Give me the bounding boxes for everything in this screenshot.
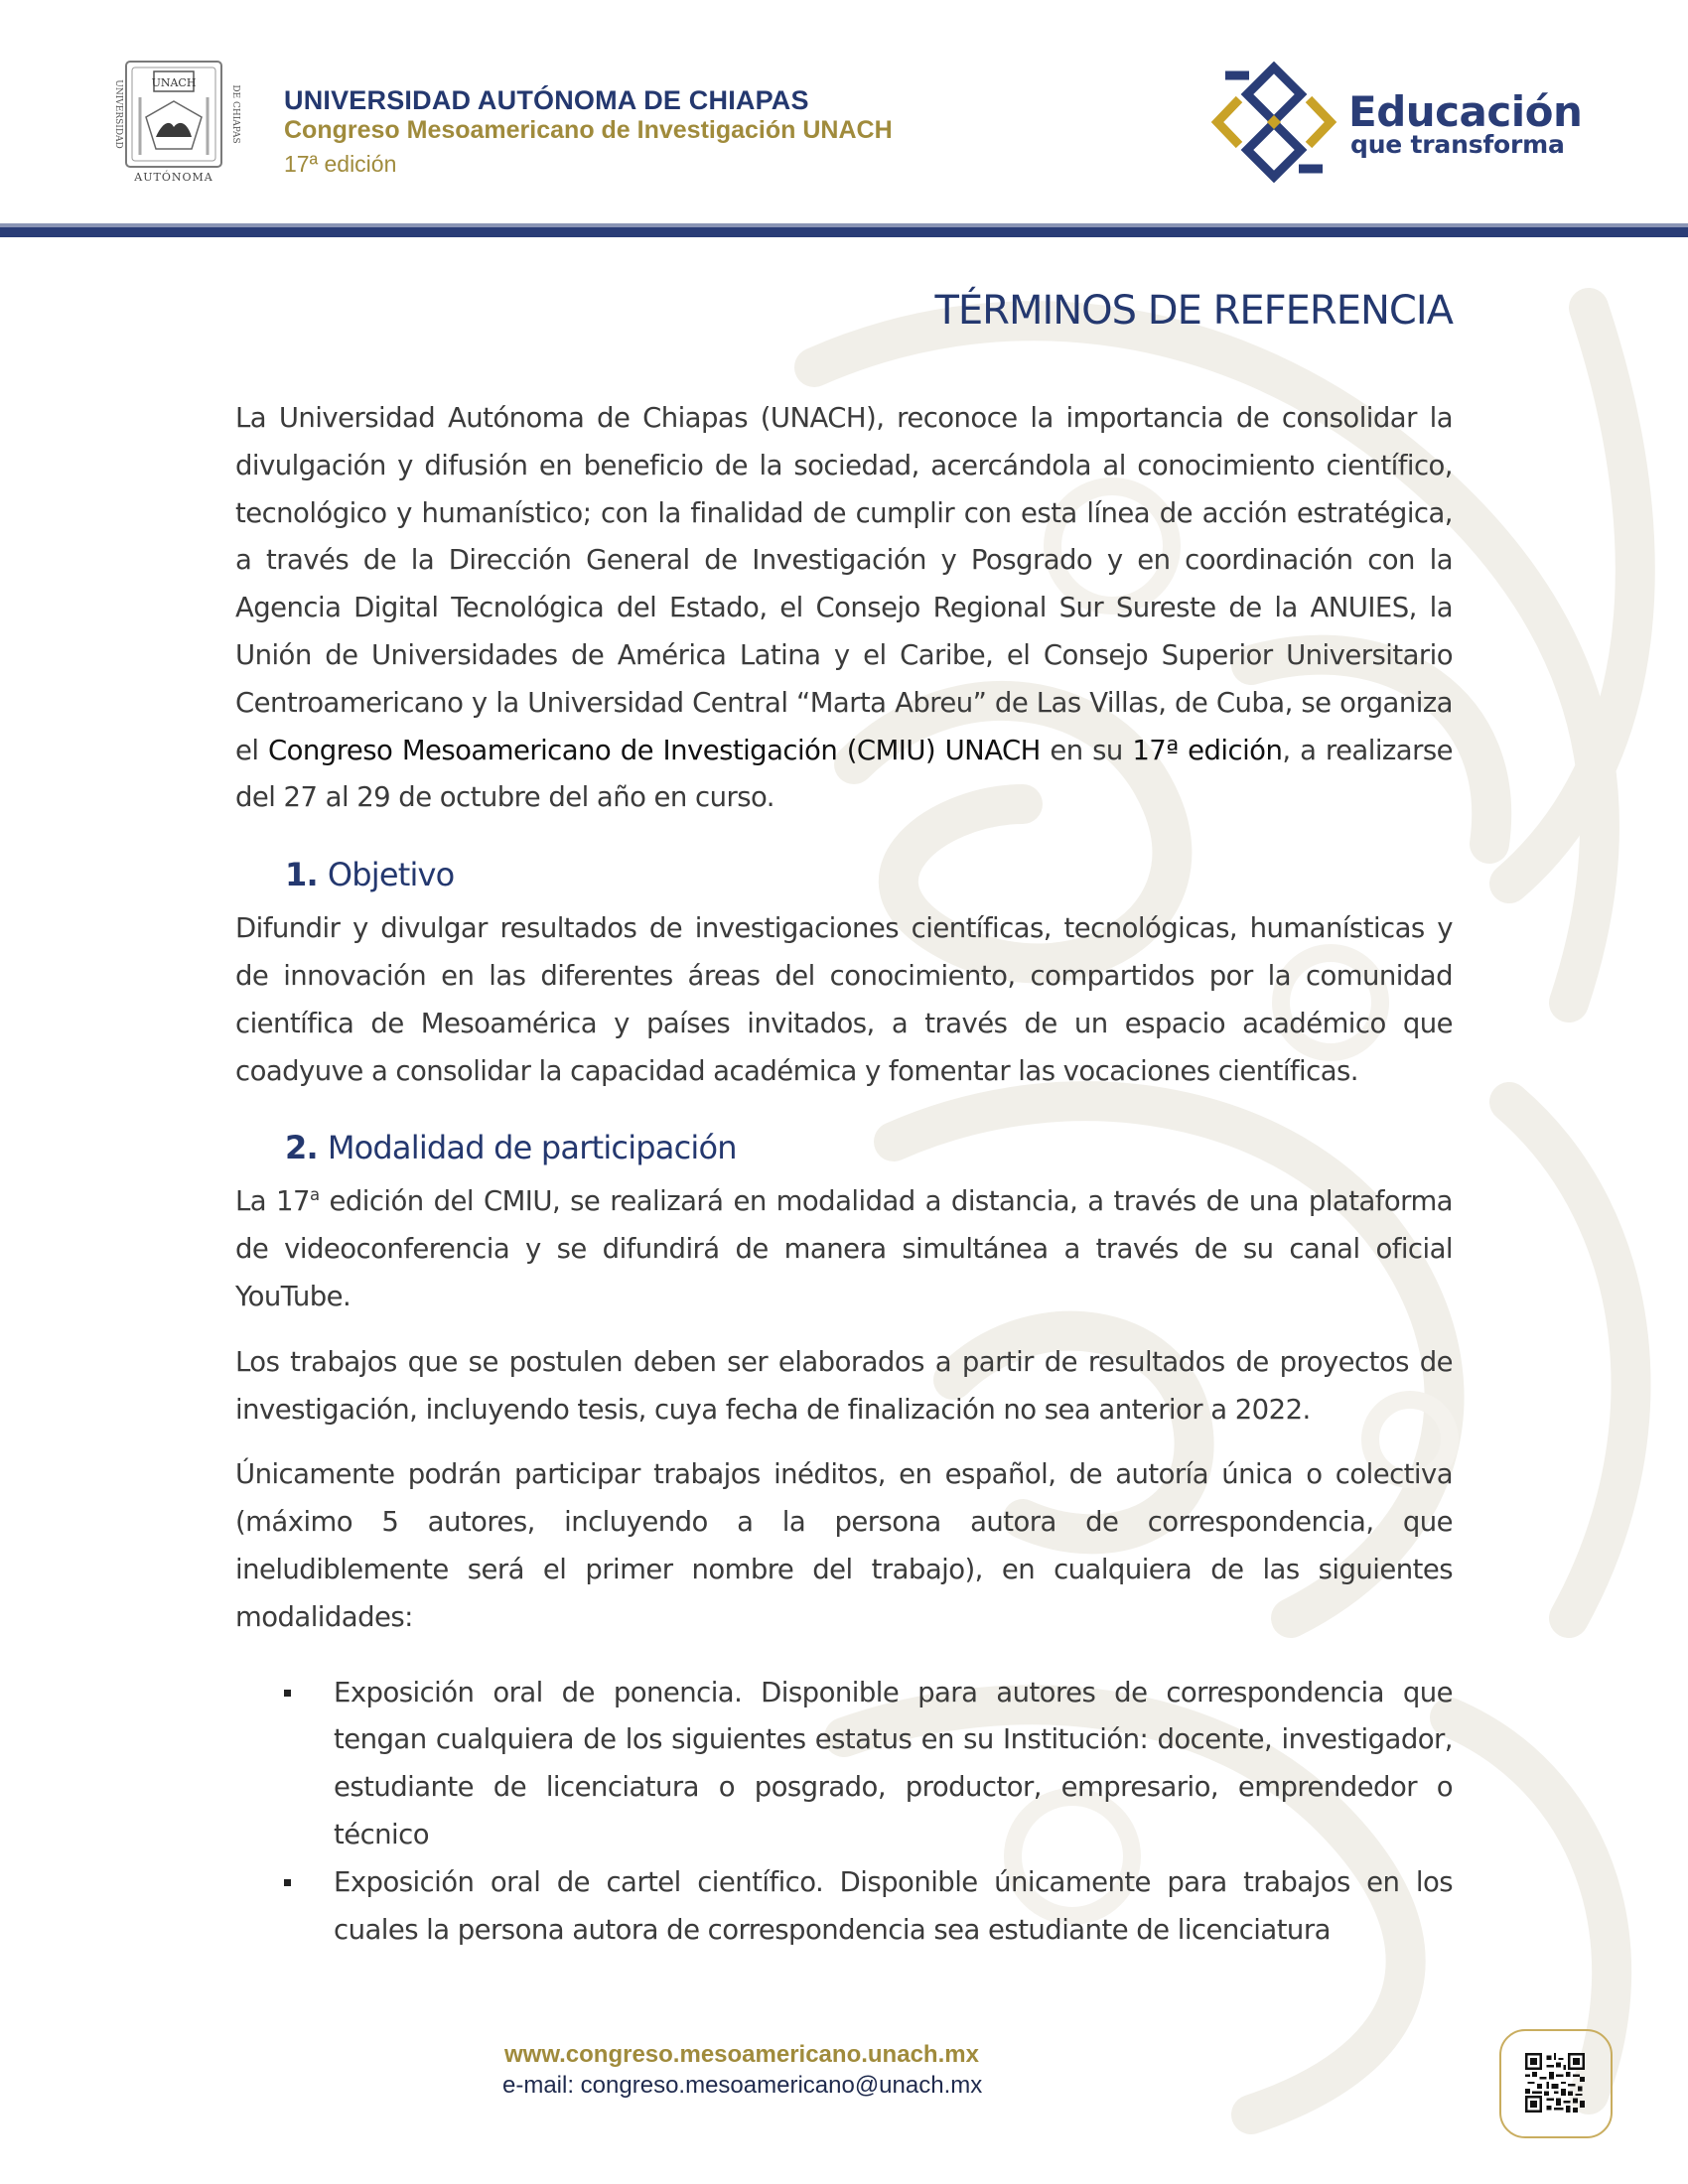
modalidad-paragraph-3: Únicamente podrán participar trabajos inéditos, en español, de autoría única o colectiva (máximo 5 autores, incluyendo a la persona autora de correspondencia, que ineludiblemente será el primer nombre del trabajo), en cualquiera de las siguientes modalidades: (235, 1458, 1453, 1633)
page-header (0, 0, 1688, 230)
svg-text:UNIVERSIDAD: UNIVERSIDAD (113, 79, 123, 149)
intro-text-a: La Universidad Autónoma de Chiapas (UNACH), reconoce la importancia de consolidar la divulgación y difusión en beneficio de la sociedad, acercándola al conocimiento científico, tecnológico y humanístico; con la finalidad de cumplir con esta línea de acción estratégica, a través de la Dirección General de Investigación y Posgrado y en coordinación con la Agencia Digital Tecnológica del Estado, el Consejo Regional Sur Sureste de la ANUIES, la Unión de Universidades de América Latina y el Caribe, el Consejo Superior Universitario Centroamericano y la Universidad Central “Marta Abreu” de Las Villas, de Cuba, se organiza el (235, 402, 1453, 766)
section-heading-objetivo (285, 856, 1453, 893)
svg-text:AUTÓNOMA: AUTÓNOMA (134, 171, 213, 184)
list-item-text: Exposición oral de ponencia. Disponible para autores de correspondencia que tengan cualquiera de los siguientes estatus en su Institución: docente, investigador, estudiante de licenciatura o posgrado, productor, empresario, emprendedor o técnico (334, 1676, 1453, 1850)
square-bullet-icon (284, 1690, 291, 1697)
objetivo-paragraph: Difundir y divulgar resultados de investigaciones científicas, tecnológicas, humanísticas y de innovación en las diferentes áreas del conocimiento, compartidos por la comunidad científica de Mesoamérica y países invitados, a través de un espacio académico que coadyuve a consolidar la capacidad académica y fomentar las vocaciones científicas. (235, 912, 1453, 1087)
intro-highlight-edition: 17ª edición (1132, 734, 1283, 766)
modalidad-paragraph-2: Los trabajos que se postulen deben ser elaborados a partir de resultados de proyectos de investigación, incluyendo tesis, cuya fecha de finalización no sea anterior a 2022. (235, 1345, 1453, 1426)
intro-paragraph (235, 395, 1453, 822)
educacion-que-transforma-icon (1209, 62, 1338, 183)
ordinal-superscript: a (309, 1185, 320, 1205)
slogan-educacion: Educación (1348, 87, 1583, 136)
edition-label: 17ª edición (284, 151, 397, 177)
university-name: UNIVERSIDAD AUTÓNOMA DE CHIAPAS (284, 85, 809, 115)
unach-seal-logo (104, 58, 243, 185)
section-number: 2. (285, 1129, 318, 1167)
footer-website-link[interactable]: www.congreso.mesoamericano.unach.mx (504, 2041, 979, 2068)
document-body (235, 288, 1453, 1954)
modalidad-p1-rest: edición del CMIU, se realizará en modalidad a distancia, a través de una plataforma de videoconferencia y se difundirá de manera simultánea a través de su canal oficial YouTube. (235, 1185, 1453, 1312)
section-title: Objetivo (327, 856, 455, 894)
header-divider (0, 227, 1688, 237)
section-number: 1. (285, 856, 318, 894)
footer-email-link[interactable]: e-mail: congreso.mesoamericano@unach.mx (502, 2072, 983, 2099)
intro-text-b: en su (1040, 734, 1133, 766)
square-bullet-icon (284, 1879, 291, 1886)
modalidad-p1-prefix: La 17 (235, 1185, 310, 1218)
modalidades-list (235, 1670, 1453, 1955)
section-heading-modalidad (285, 1129, 1453, 1166)
qr-code-icon (1525, 2053, 1585, 2113)
document-title: TÉRMINOS DE REFERENCIA (934, 288, 1453, 334)
svg-text:UNACH: UNACH (151, 76, 197, 89)
list-item-text: Exposición oral de cartel científico. Disponible únicamente para trabajos en los cuales la persona autora de correspondencia sea estudiante de licenciatura (334, 1865, 1453, 1946)
svg-text:DE CHIAPAS: DE CHIAPAS (230, 84, 240, 144)
list-item (334, 1859, 1453, 1955)
intro-text-c: , a realizarse del 27 al 29 de octubre del año en curso. (235, 734, 1454, 814)
section-title: Modalidad de participación (327, 1129, 737, 1167)
list-item (334, 1670, 1453, 1859)
slogan-que-transforma: que transforma (1350, 130, 1565, 159)
congress-name: Congreso Mesoamericano de Investigación UNACH (284, 116, 893, 144)
modalidad-paragraph-1 (235, 1178, 1453, 1320)
intro-highlight-congress: Congreso Mesoamericano de Investigación (CMIU) UNACH (268, 734, 1041, 766)
